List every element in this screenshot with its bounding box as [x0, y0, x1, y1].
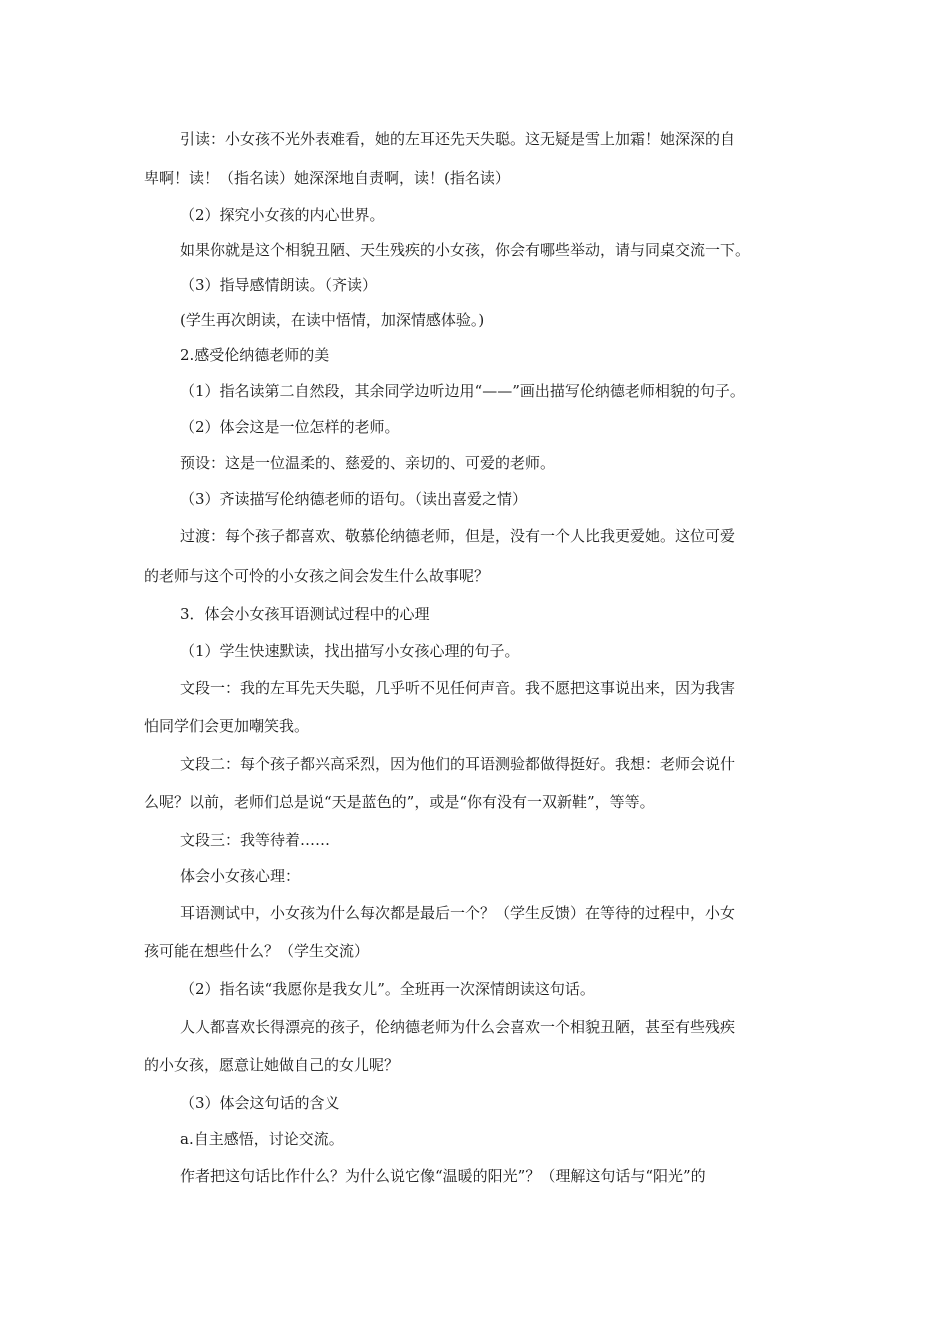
paragraph-line: 的老师与这个可怜的小女孩之间会发生什么故事呢？	[144, 567, 490, 585]
paragraph-line: （1）学生快速默读，找出描写小女孩心理的句子。	[180, 642, 520, 660]
paragraph-line: 的小女孩，愿意让她做自己的女儿呢？	[144, 1056, 400, 1074]
paragraph-line: （1）指名读第二自然段，其余同学边听边用“——”画出描写伦纳德老师相貌的句子。	[180, 382, 745, 400]
paragraph-line: 文段一：我的左耳先天失聪，几乎听不见任何声音。我不愿把这事说出来，因为我害	[180, 679, 736, 697]
paragraph-line: 怕同学们会更加嘲笑我。	[144, 717, 310, 735]
paragraph-line: 耳语测试中，小女孩为什么每次都是最后一个？（学生反馈）在等待的过程中，小女	[180, 904, 736, 922]
paragraph-line: 人人都喜欢长得漂亮的孩子，伦纳德老师为什么会喜欢一个相貌丑陋，甚至有些残疾	[180, 1018, 736, 1036]
paragraph-line: 卑啊！读！（指名读）她深深地自责啊，读！(指名读）	[144, 169, 510, 187]
paragraph-line: 作者把这句话比作什么？为什么说它像“温暖的阳光”？（理解这句话与“阳光”的	[180, 1167, 706, 1185]
paragraph-line: （3）齐读描写伦纳德老师的语句。（读出喜爱之情）	[180, 490, 528, 508]
paragraph-line: 孩可能在想些什么？（学生交流）	[144, 942, 370, 960]
paragraph-line: a.自主感悟，讨论交流。	[180, 1130, 344, 1148]
paragraph-line: （2）指名读“我愿你是我女儿”。全班再一次深情朗读这句话。	[180, 980, 595, 998]
section-heading: 3．体会小女孩耳语测试过程中的心理	[180, 605, 430, 623]
paragraph-line: （2）探究小女孩的内心世界。	[180, 206, 385, 224]
paragraph-line: 体会小女孩心理：	[180, 867, 301, 885]
paragraph-line: （2）体会这是一位怎样的老师。	[180, 418, 400, 436]
paragraph-line: (学生再次朗读，在读中悟情，加深情感体验。)	[180, 311, 485, 329]
paragraph-line: 文段三：我等待着……	[180, 831, 331, 849]
paragraph-line: 过渡：每个孩子都喜欢、敬慕伦纳德老师，但是，没有一个人比我更爱她。这位可爱	[180, 527, 736, 545]
paragraph-line: 预设：这是一位温柔的、慈爱的、亲切的、可爱的老师。	[180, 454, 556, 472]
paragraph-line: 文段二：每个孩子都兴高采烈，因为他们的耳语测验都做得挺好。我想：老师会说什	[180, 755, 736, 773]
paragraph-line: （3）体会这句话的含义	[180, 1094, 340, 1112]
paragraph-line: （3）指导感情朗读。（齐读）	[180, 276, 378, 294]
paragraph-line: 么呢？以前，老师们总是说“天是蓝色的”，或是“你有没有一双新鞋”，等等。	[144, 793, 655, 811]
section-heading: 2.感受伦纳德老师的美	[180, 346, 330, 364]
paragraph-line: 如果你就是这个相貌丑陋、天生残疾的小女孩，你会有哪些举动，请与同桌交流一下。	[180, 241, 751, 259]
paragraph-line: 引读：小女孩不光外表难看，她的左耳还先天失聪。这无疑是雪上加霜！她深深的自	[180, 130, 736, 148]
